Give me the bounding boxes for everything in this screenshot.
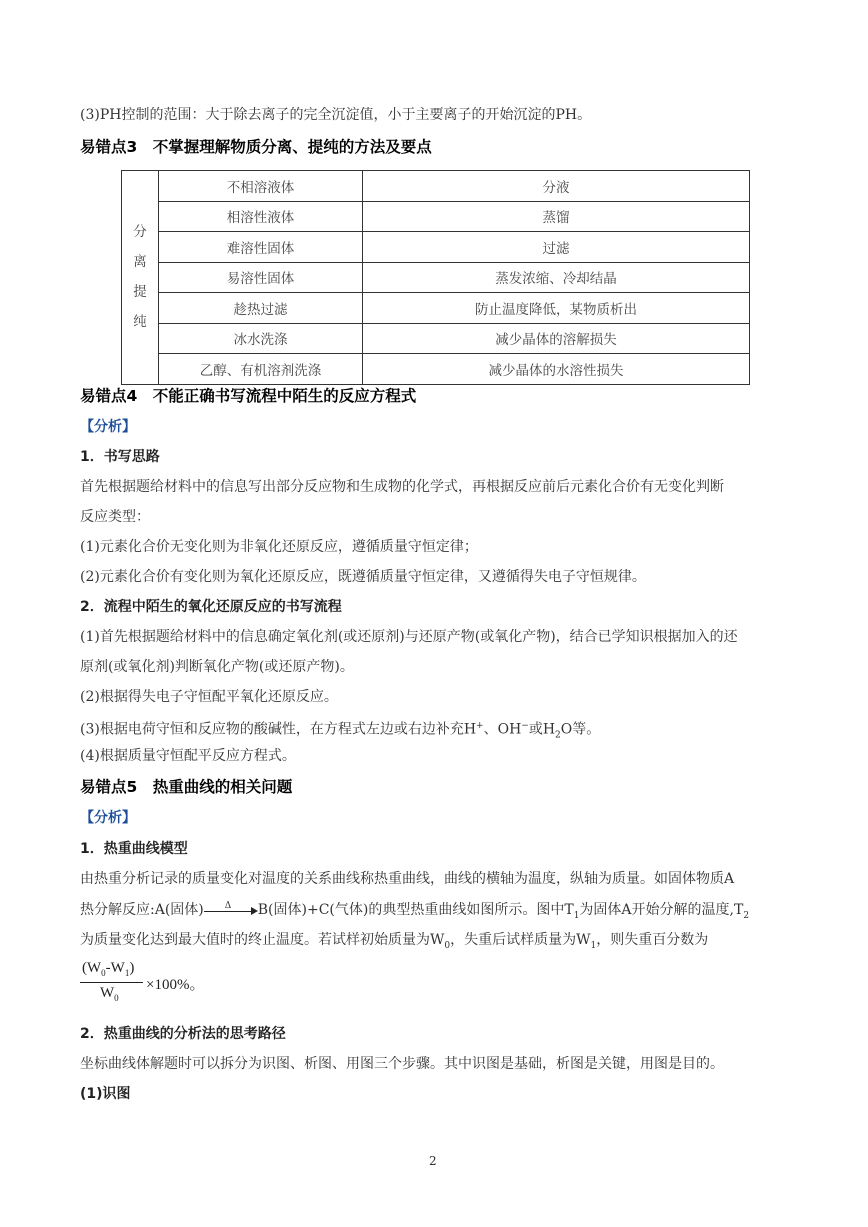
table-row <box>122 354 750 385</box>
section-heading: 1．热重曲线模型 <box>80 841 188 857</box>
side-char: 提 <box>133 284 147 301</box>
side-char: 分 <box>133 224 147 241</box>
section-heading: 2．流程中陌生的氧化还原反应的书写流程 <box>80 599 342 615</box>
table-row <box>122 293 750 324</box>
table-cell: 蒸发浓缩、冷却结晶 <box>363 262 750 293</box>
paragraph-line: (4)根据质量守恒配平反应方程式。 <box>80 748 296 764</box>
reaction-arrow-icon: Δ <box>204 903 258 917</box>
table-cell: 易溶性固体 <box>159 262 363 293</box>
paragraph-line: 原剂(或氧化剂)判断氧化产物(或还原产物)。 <box>80 659 354 675</box>
table-cell: 过滤 <box>363 232 750 263</box>
table-row <box>122 262 750 293</box>
table-cell: 相溶性液体 <box>159 201 363 232</box>
side-char: 离 <box>133 254 147 271</box>
formula-numerator: $(W_0-W_1)$ <box>82 960 135 978</box>
side-char: 纯 <box>133 314 147 331</box>
ph-range-line: (3)PH控制的范围：大于除去离子的完全沉淀值，小于主要离子的开始沉淀的PH。 <box>80 107 592 123</box>
page-number: 2 <box>429 1154 437 1168</box>
table-cell: 蒸馏 <box>363 201 750 232</box>
table-row <box>122 201 750 232</box>
table-row <box>122 232 750 263</box>
table-cell: 不相溶液体 <box>159 171 363 202</box>
table-cell: 难溶性固体 <box>159 232 363 263</box>
table-cell: 分液 <box>363 171 750 202</box>
section-heading: (1)识图 <box>80 1086 131 1102</box>
point3-heading: 易错点3 不掌握理解物质分离、提纯的方法及要点 <box>80 138 432 156</box>
paragraph-line: (1)首先根据题给材料中的信息确定氧化剂(或还原剂)与还原产物(或氧化产物)，结合已学知识根据加入的还 <box>80 629 738 645</box>
analysis-label: 【分析】 <box>80 810 136 826</box>
section-heading: 1．书写思路 <box>80 449 160 465</box>
paragraph-line: (1)元素化合价无变化则为非氧化还原反应，遵循质量守恒定律； <box>80 539 478 555</box>
table-cell: 乙醇、有机溶剂洗涤 <box>159 354 363 385</box>
table-cell: 减少晶体的溶解损失 <box>363 323 750 354</box>
formula-multiplier: ×100%。 <box>146 977 205 993</box>
paragraph-line: 反应类型： <box>80 509 150 525</box>
paragraph-line: 首先根据题给材料中的信息写出部分反应物和生成物的化学式，再根据反应前后元素化合价有无变化判断 <box>80 479 724 495</box>
fraction-bar <box>80 982 143 983</box>
table-cell: 减少晶体的水溶性损失 <box>363 354 750 385</box>
paragraph-line: (2)根据得失电子守恒配平氧化还原反应。 <box>80 689 338 705</box>
point4-heading: 易错点4 不能正确书写流程中陌生的反应方程式 <box>80 387 417 405</box>
paragraph-line: 坐标曲线体解题时可以拆分为识图、析图、用图三个步骤。其中识图是基础，析图是关键，用图是目的。 <box>80 1056 724 1072</box>
table-cell: 防止温度降低，某物质析出 <box>363 293 750 324</box>
paragraph-line: 由热重分析记录的质量变化对温度的关系曲线称热重曲线，曲线的横轴为温度，纵轴为质量。如固体物质A <box>80 871 735 887</box>
table-row <box>122 171 750 202</box>
table-cell: 冰水洗涤 <box>159 323 363 354</box>
paragraph-line: (2)元素化合价有变化则为氧化还原反应，既遵循质量守恒定律，又遵循得失电子守恒规律。 <box>80 569 646 585</box>
table-side-label <box>122 171 159 385</box>
section-heading: 2．热重曲线的分析法的思考路径 <box>80 1026 286 1042</box>
separation-table <box>121 170 750 385</box>
paragraph-line: (3)根据电荷守恒和反应物的酸碱性，在方程式左边或右边补充H+、OH−或$H_2O$等。 <box>80 721 601 741</box>
formula-denominator: $W_0$ <box>100 985 119 1003</box>
table-row <box>122 323 750 354</box>
analysis-label: 【分析】 <box>80 419 136 435</box>
paragraph-line: 热分解反应:A(固体) Δ B(固体)+C(气体)的典型热重曲线如图所示。图中$T_1$为固体A开始分解的温度$,T_2$ <box>80 901 750 921</box>
point5-heading: 易错点5 热重曲线的相关问题 <box>80 778 293 796</box>
paragraph-line: 为质量变化达到最大值时的终止温度。若试样初始质量为$W_0$，失重后试样质量为$W_1$，则失重百分数为 <box>80 932 709 951</box>
table-cell: 趁热过滤 <box>159 293 363 324</box>
